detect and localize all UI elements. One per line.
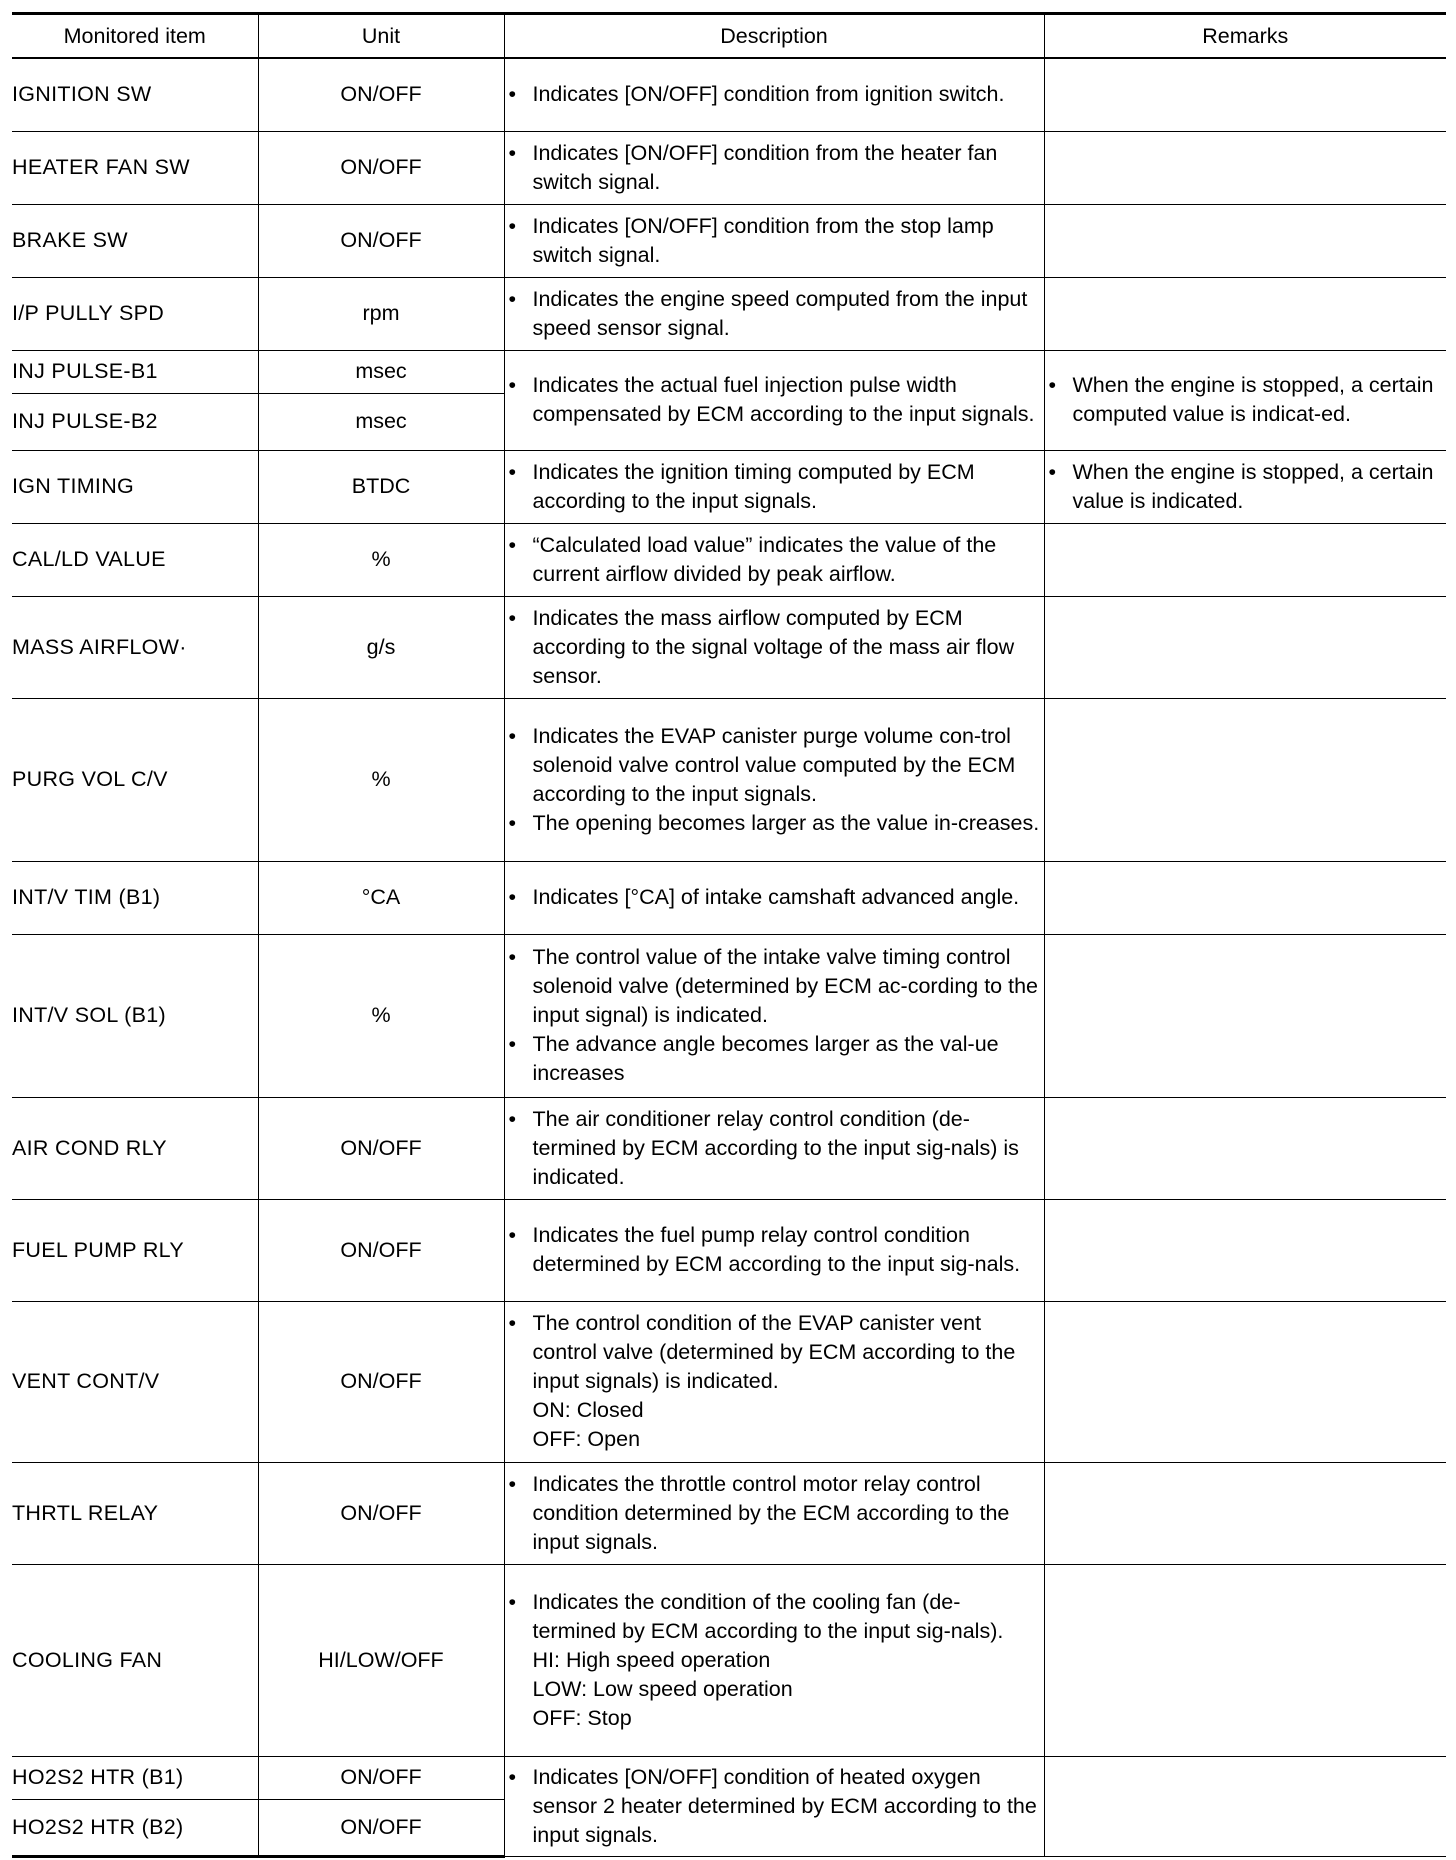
description-bullet: • Indicates [ON/OFF] condition from the heater fan switch signal.: [505, 139, 1044, 197]
table-row: [12, 350, 1446, 393]
unit-cell: HI/LOW/OFF: [258, 1564, 504, 1756]
item-cell: INT/V TIM (B1): [12, 861, 258, 934]
description-bullet: • Indicates the mass airflow computed by ECM according to the signal voltage of the mass air flow sensor.: [505, 604, 1044, 691]
monitor-item-table: [12, 12, 1446, 1858]
remarks-cell: [1044, 596, 1446, 698]
table-row: [12, 1564, 1446, 1756]
header-description: Description: [504, 14, 1044, 59]
description-cell: [504, 1301, 1044, 1462]
remarks-cell: [1044, 58, 1446, 131]
description-bullet: • The control value of the intake valve timing control solenoid valve (determined by ECM ac-cording to the input signal) is indicated.: [505, 943, 1044, 1030]
unit-cell: ON/OFF: [258, 1756, 504, 1799]
description-cell: [504, 934, 1044, 1097]
unit-cell: ON/OFF: [258, 1097, 504, 1199]
unit-cell: ON/OFF: [258, 1301, 504, 1462]
table-row: [12, 523, 1446, 596]
description-bullet: • Indicates the fuel pump relay control condition determined by ECM according to the input sig-nals.: [505, 1221, 1044, 1279]
description-bullet: • Indicates [ON/OFF] condition from the stop lamp switch signal.: [505, 212, 1044, 270]
description-bullet: • Indicates [°CA] of intake camshaft advanced angle.: [505, 883, 1044, 912]
description-bullet: • Indicates the throttle control motor relay control condition determined by the ECM according to the input signals.: [505, 1470, 1044, 1557]
description-cell: [504, 1462, 1044, 1564]
item-cell: BRAKE SW: [12, 204, 258, 277]
state-line: OFF: Stop: [532, 1705, 632, 1730]
remarks-cell: [1044, 277, 1446, 350]
table-row: [12, 1756, 1446, 1799]
description-cell: [504, 277, 1044, 350]
remarks-bullet: • When the engine is stopped, a certain computed value is indicat-ed.: [1045, 371, 1447, 429]
item-cell: INJ PULSE-B1: [12, 350, 258, 393]
item-cell: FUEL PUMP RLY: [12, 1199, 258, 1301]
remarks-cell: [1044, 1462, 1446, 1564]
header-monitored-item: Monitored item: [12, 14, 258, 59]
unit-cell: %: [258, 934, 504, 1097]
description-cell: [504, 1756, 1044, 1856]
remarks-cell: [1044, 1756, 1446, 1856]
remarks-cell: [1044, 350, 1446, 450]
table-row: [12, 1097, 1446, 1199]
unit-cell: ON/OFF: [258, 1199, 504, 1301]
state-line: OFF: Open: [532, 1427, 641, 1451]
remarks-cell: [1044, 698, 1446, 861]
table-row: [12, 277, 1446, 350]
table-row: [12, 596, 1446, 698]
item-cell: INJ PULSE-B2: [12, 393, 258, 450]
description-bullet: • Indicates the condition of the cooling fan (de-termined by ECM according to the input sig-nals).: [505, 1588, 1044, 1646]
item-cell: PURG VOL C/V: [12, 698, 258, 861]
description-cell: [504, 204, 1044, 277]
description-cell: [504, 1097, 1044, 1199]
unit-cell: ON/OFF: [258, 58, 504, 131]
unit-cell: ON/OFF: [258, 1462, 504, 1564]
remarks-cell: [1044, 131, 1446, 204]
table-row: [12, 698, 1446, 861]
state-line: LOW: Low speed operation: [532, 1676, 793, 1701]
remarks-cell: [1044, 450, 1446, 523]
unit-cell: ON/OFF: [258, 131, 504, 204]
unit-cell: BTDC: [258, 450, 504, 523]
description-cell: [504, 1564, 1044, 1756]
unit-cell: g/s: [258, 596, 504, 698]
unit-cell: °CA: [258, 861, 504, 934]
item-cell: HO2S2 HTR (B1): [12, 1756, 258, 1799]
remarks-cell: [1044, 861, 1446, 934]
item-cell: COOLING FAN: [12, 1564, 258, 1756]
remarks-cell: [1044, 1301, 1446, 1462]
item-cell: VENT CONT/V: [12, 1301, 258, 1462]
unit-cell: rpm: [258, 277, 504, 350]
remarks-cell: [1044, 204, 1446, 277]
description-bullet: • The air conditioner relay control condition (de-termined by ECM according to the input sig-nals) is indicated.: [505, 1105, 1044, 1192]
item-cell: MASS AIRFLOW·: [12, 596, 258, 698]
description-bullet: • Indicates the engine speed computed from the input speed sensor signal.: [505, 285, 1044, 343]
unit-cell: %: [258, 698, 504, 861]
table-row: [12, 861, 1446, 934]
description-bullet: • The opening becomes larger as the value in-creases.: [505, 809, 1044, 838]
description-cell: [504, 523, 1044, 596]
unit-cell: ON/OFF: [258, 204, 504, 277]
description-bullet: • Indicates the EVAP canister purge volume con-trol solenoid valve control value computed by the ECM according to the input signals.: [505, 722, 1044, 809]
description-cell: [504, 698, 1044, 861]
table-row: [12, 58, 1446, 131]
remarks-bullet: • When the engine is stopped, a certain value is indicated.: [1045, 458, 1447, 516]
unit-cell: msec: [258, 350, 504, 393]
description-cell: [504, 350, 1044, 450]
description-cell: [504, 450, 1044, 523]
item-cell: THRTL RELAY: [12, 1462, 258, 1564]
description-cell: [504, 131, 1044, 204]
remarks-cell: [1044, 1097, 1446, 1199]
state-line: ON: Closed: [532, 1398, 644, 1422]
description-cell: [504, 1199, 1044, 1301]
description-bullet: • Indicates the actual fuel injection pulse width compensated by ECM according to the input signals.: [505, 371, 1044, 429]
item-cell: HEATER FAN SW: [12, 131, 258, 204]
table-row: [12, 1301, 1446, 1462]
description-bullet: • Indicates the ignition timing computed by ECM according to the input signals.: [505, 458, 1044, 516]
description-cell: [504, 861, 1044, 934]
description-cell: [504, 58, 1044, 131]
table-row: [12, 1462, 1446, 1564]
table-row: [12, 204, 1446, 277]
table-header-row: [12, 14, 1446, 59]
description-bullet: • Indicates [ON/OFF] condition from ignition switch.: [505, 80, 1044, 109]
unit-cell: ON/OFF: [258, 1799, 504, 1856]
table-row: [12, 450, 1446, 523]
header-remarks: Remarks: [1044, 14, 1446, 59]
item-cell: AIR COND RLY: [12, 1097, 258, 1199]
description-bullet: • Indicates [ON/OFF] condition of heated oxygen sensor 2 heater determined by ECM according to the input signals.: [505, 1763, 1044, 1850]
item-cell: IGNITION SW: [12, 58, 258, 131]
remarks-cell: [1044, 934, 1446, 1097]
table-row: [12, 131, 1446, 204]
item-cell: CAL/LD VALUE: [12, 523, 258, 596]
unit-cell: %: [258, 523, 504, 596]
description-bullet: • “Calculated load value” indicates the value of the current airflow divided by peak airflow.: [505, 531, 1044, 589]
table-row: [12, 934, 1446, 1097]
description-bullet: • The control condition of the EVAP canister vent control valve (determined by ECM according to the input signals) is indicated.: [505, 1309, 1044, 1396]
header-unit: Unit: [258, 14, 504, 59]
remarks-cell: [1044, 1199, 1446, 1301]
unit-cell: msec: [258, 393, 504, 450]
table-row: [12, 1199, 1446, 1301]
state-line: HI: High speed operation: [532, 1647, 771, 1672]
document-page: [12, 12, 1446, 1858]
remarks-cell: [1044, 1564, 1446, 1756]
description-cell: [504, 596, 1044, 698]
description-bullet: • The advance angle becomes larger as the val-ue increases: [505, 1030, 1044, 1088]
item-cell: IGN TIMING: [12, 450, 258, 523]
item-cell: INT/V SOL (B1): [12, 934, 258, 1097]
remarks-cell: [1044, 523, 1446, 596]
item-cell: I/P PULLY SPD: [12, 277, 258, 350]
item-cell: HO2S2 HTR (B2): [12, 1799, 258, 1856]
